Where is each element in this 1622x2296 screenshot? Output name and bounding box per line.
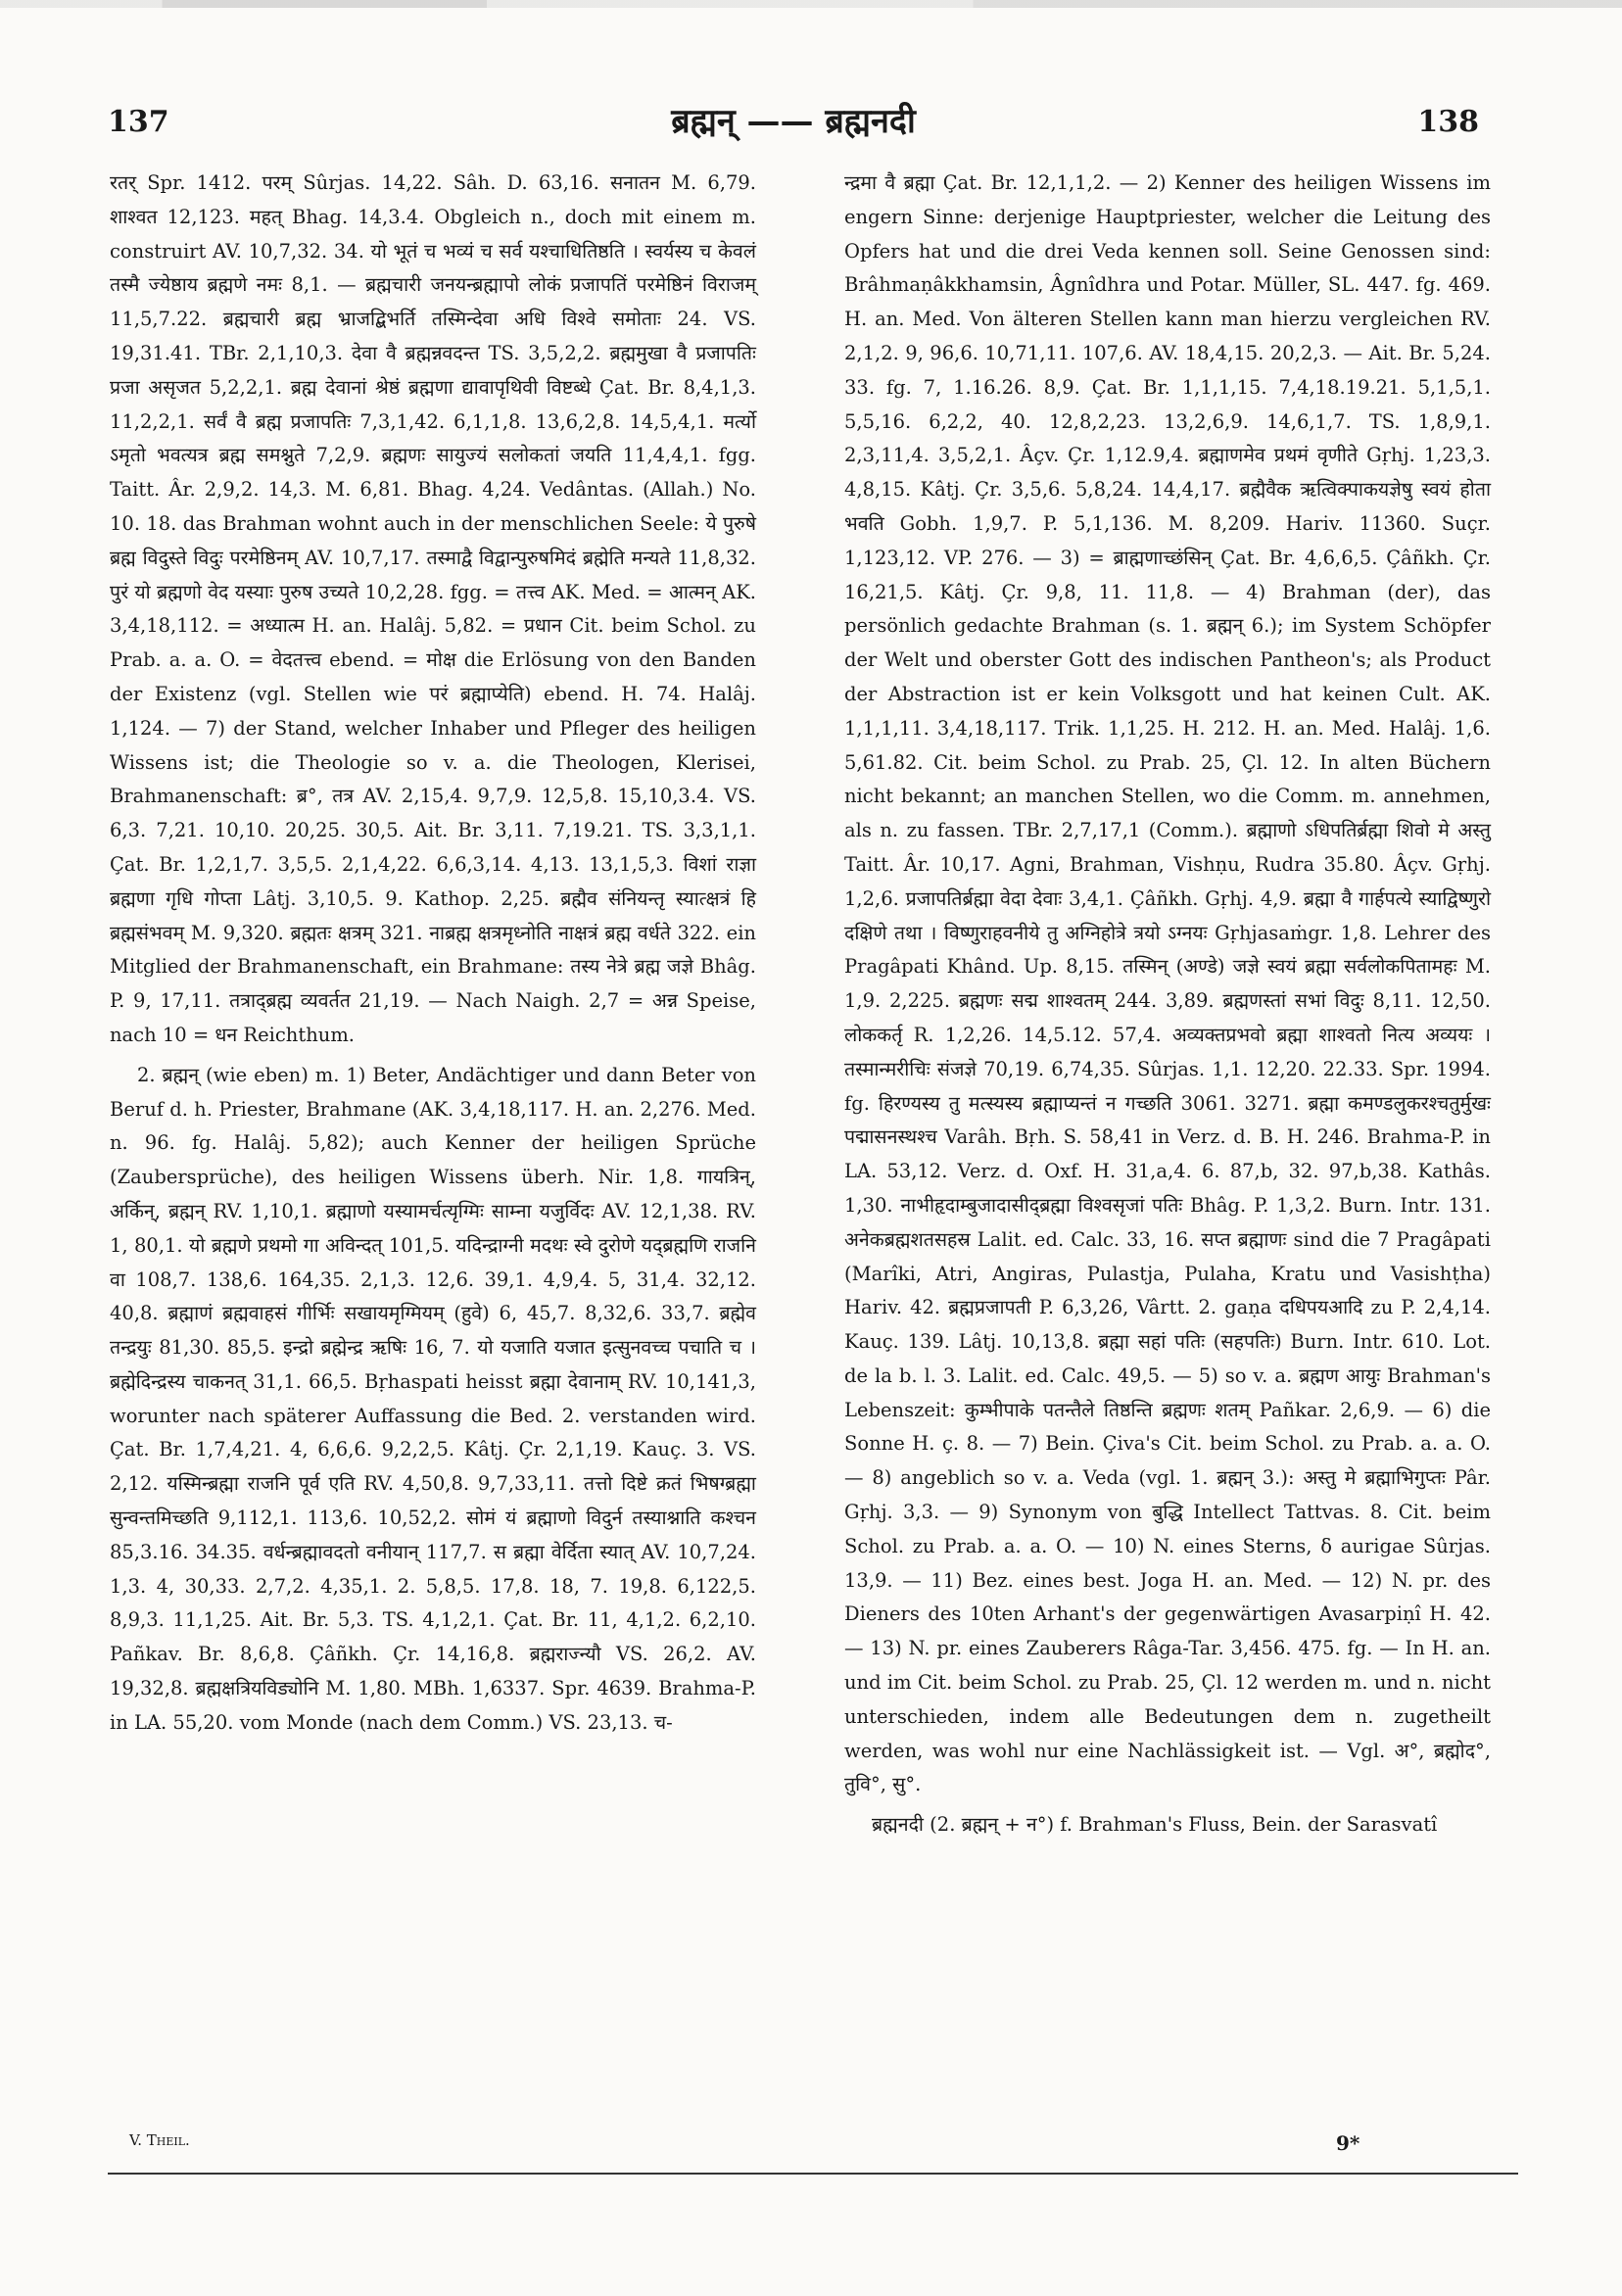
right-column: [844, 167, 1491, 1842]
entry-paragraph: ब्रह्मनदी (2. ब्रह्मन् + न°) f. Brahman's Fluss, Bein. der Sarasvatî: [872, 1813, 1438, 1837]
entry-paragraph: 2. ब्रह्मन् (wie eben) m. 1) Beter, Andächtiger und dann Beter von Beruf d. h. Priester, Brahmane (AK. 3,4,18,117. H. an. 2,276. Med. n. 96. fg. Halâj. 5,82); auch Kenner der heiligen Sprüche (Zaubersprüche), des heiligen Wissens überh. Nir. 1,8. गायत्रिन्, अर्किन्, ब्रह्मन् RV. 1,10,1. ब्रह्माणो यस्यामर्चत्यृग्मिः साम्ना यजुर्विदः AV. 12,1,38. RV. 1, 80,1. यो ब्रह्मणे प्रथमो गा अविन्दत् 101,5. यदिन्द्राग्नी मदथः स्वे दुरोणे यद्ब्रह्मणि राजनि वा 108,7. 138,6. 164,35. 2,1,3. 12,6. 39,1. 4,9,4. 5, 31,4. 32,12. 40,8. ब्रह्माणं ब्रह्मवाहसं गीर्भिः सखायमृग्मियम् (हुवे) 6, 45,7. 8,32,6. 33,7. ब्रह्मेव तन्द्रयुः 81,30. 85,5. इन्द्रो ब्रह्मेन्द्र ऋषिः 16, 7. यो यजाति यजात इत्सुनवच्च पचाति च । ब्रह्मेदिन्द्रस्य चाकनत् 31,1. 66,5. Bṛhaspati heisst ब्रह्मा देवानाम् RV. 10,141,3, worunter nach späterer Auffassung die Bed. 2. verstanden wird. Çat. Br. 1,7,4,21. 4, 6,6,6. 9,2,2,5. Kâtj. Çr. 2,1,19. Kauç. 3. VS. 2,12. यस्मिन्ब्रह्मा राजनि पूर्व एति RV. 4,50,8. 9,7,33,11. तत्तो दिष्टे क्रतं भिषग्ब्रह्मा सुन्वन्तमिच्छति 9,112,1. 113,6. 10,52,2. सोमं यं ब्रह्माणो विदुर्न तस्याश्नाति कश्चन 85,3.16. 34.35. वर्धन्ब्रह्मावदतो वनीयान् 117,7. स ब्रह्मा वेर्दिता स्यात् AV. 10,7,24. 1,3. 4, 30,33. 2,7,2. 4,35,1. 2. 5,8,5. 17,8. 18, 7. 19,8. 6,122,5. 8,9,3. 11,1,25. Ait. Br. 5,3. TS. 4,1,2,1. Çat. Br. 11, 4,1,2. 6,2,10. Pañkav. Br. 8,6,8. Çâñkh. Çr. 14,16,8. ब्रह्मराज्न्यौ VS. 26,2. AV. 19,32,8. ब्रह्मक्षत्रियविड्योनि M. 1,80. MBh. 1,6337. Spr. 4639. Brahma-P. in LA. 55,20. vom Monde (nach dem Comm.) VS. 23,13. च-: [110, 1063, 756, 1734]
signature-mark: 9*: [1336, 2131, 1360, 2155]
left-column: [110, 167, 756, 1741]
entry-paragraph: न्द्रमा वै ब्रह्मा Çat. Br. 12,1,1,2. — 2) Kenner des heiligen Wissens im engern Sinne: derjenige Hauptpriester, welcher die Leitung des Opfers hat und die drei Veda kennen soll. Seine Genossen sind: Brâhmaṇâkkhamsin, Âgnîdhra und Potar. Müller, SL. 447. fg. 469. H. an. Med. Von älteren Stellen kann man hierzu vergleichen RV. 2,1,2. 9, 96,6. 10,71,11. 107,6. AV. 18,4,15. 20,2,3. — Ait. Br. 5,24. 33. fg. 7, 1.16.26. 8,9. Çat. Br. 1,1,1,15. 7,4,18.19.21. 5,1,5,1. 5,5,16. 6,2,2, 40. 12,8,2,23. 13,2,6,9. 14,6,1,7. TS. 1,8,9,1. 2,3,11,4. 3,5,2,1. Âçv. Çr. 1,12.9,4. ब्रह्माणमेव प्रथमं वृणीते Gṛhj. 1,23,3. 4,8,15. Kâtj. Çr. 3,5,6. 5,8,24. 14,4,17. ब्रह्मैवैक ऋत्विक्पाकयज्ञेषु स्वयं होता भवति Gobh. 1,9,7. P. 5,1,136. M. 8,209. Hariv. 11360. Suçr. 1,123,12. VP. 276. — 3) = ब्राह्मणाच्छंसिन् Çat. Br. 4,6,6,5. Çâñkh. Çr. 16,21,5. Kâtj. Çr. 9,8, 11. 11,8. — 4) Brahman (der), das persönlich gedachte Brahman (s. 1. ब्रह्मन् 6.); im System Schöpfer der Welt und oberster Gott des indischen Pantheon's; als Product der Abstraction ist er kein Volksgott und hat keinen Cult. AK. 1,1,1,11. 3,4,18,117. Trik. 1,1,25. H. 212. H. an. Med. Halâj. 1,6. 5,61.82. Cit. beim Schol. zu Prab. 25, Çl. 12. In alten Büchern nicht bekannt; an manchen Stellen, wo die Comm. m. annehmen, als n. zu fassen. TBr. 2,7,17,1 (Comm.). ब्रह्माणो ऽधिपतिर्ब्रह्मा शिवो मे अस्तु Taitt. Âr. 10,17. Agni, Brahman, Vishṇu, Rudra 35.80. Âçv. Gṛhj. 1,2,6. प्रजापतिर्ब्रह्मा वेदा देवाः 3,4,1. Çâñkh. Gṛhj. 4,9. ब्रह्मा वै गार्हपत्ये स्याद्विष्णुरो दक्षिणे तथा । विष्णुराहवनीये तु अग्निहोत्रे त्रयो ऽग्नयः Gṛhjasaṁgr. 1,8. Lehrer des Pragâpati Khând. Up. 8,15. तस्मिन् (अण्डे) जज्ञे स्वयं ब्रह्मा सर्वलोकपितामहः M. 1,9. 2,225. ब्रह्मणः सद्म शाश्वतम् 244. 3,89. ब्रह्मणस्तां सभां विदुः 8,11. 12,50. लोककर्तृ R. 1,2,26. 14,5.12. 57,4. अव्यक्तप्रभवो ब्रह्मा शाश्वतो नित्य अव्ययः । तस्मान्मरीचिः संजज्ञे 70,19. 6,74,35. Sûrjas. 1,1. 12,20. 22.33. Spr. 1994. fg. हिरण्यस्य तु मत्स्यस्य ब्रह्माप्यन्तं न गच्छति 3061. 3271. ब्रह्मा कमण्डलुकरश्चतुर्मुखः पद्मासनस्थश्च Varâh. Bṛh. S. 58,41 in Verz. d. B. H. 246. Brahma-P. in LA. 53,12. Verz. d. Oxf. H. 31,a,4. 6. 87,b, 32. 97,b,38. Kathâs. 1,30. नाभीहृदाम्बुजादासीद्ब्रह्मा विश्वसृजां पतिः Bhâg. P. 1,3,2. Burn. Intr. 131. अनेकब्रह्मशतसहस्र Lalit. ed. Calc. 33, 16. सप्त ब्रह्माणः sind die 7 Pragâpati (Marîki, Atri, Angiras, Pulastja, Pulaha, Kratu und Vasishṭha) Hariv. 42. ब्रह्मप्रजापती P. 6,3,26, Vârtt. 2. gaṇa दधिपयआदि zu P. 2,4,14. Kauç. 139. Lâtj. 10,13,8. ब्रह्मा सहां पतिः (सहपतिः) Burn. Intr. 610. Lot. de la b. l. 3. Lalit. ed. Calc. 49,5. — 5) so v. a. ब्रह्मण आयुः Brahman's Lebenszeit: कुम्भीपाके पतन्तैले तिष्ठन्ति ब्रह्मणः शतम् Pañkar. 2,6,9. — 6) die Sonne H. ç. 8. — 7) Bein. Çiva's Cit. beim Schol. zu Prab. a. a. O. — 8) angeblich so v. a. Veda (vgl. 1. ब्रह्मन् 3.): अस्तु मे ब्रह्माभिगुप्तः Pâr. Gṛhj. 3,3. — 9) Synonym von बुद्धि Intellect Tattvas. 8. Cit. beim Schol. zu Prab. a. a. O. — 10) N. eines Sterns, δ aurigae Sûrjas. 13,9. — 11) Bez. eines best. Joga H. an. Med. — 12) N. pr. des Dieners des 10ten Arhant's der gegenwärtigen Avasarpiṇî H. 42. — 13) N. pr. eines Zauberers Râga-Tar. 3,456. 475. fg. — In H. an. und im Cit. beim Schol. zu Prab. 25, Çl. 12 werden m. und n. nicht unterschieden, indem alle Bedeutungen dem n. zugetheilt werden, was wohl nur eine Nachlässigkeit ist. — Vgl. अ°, ब्रह्मोद°, तुवि°, सु°.: [844, 171, 1491, 1796]
entry-paragraph: रतर् Spr. 1412. परम् Sûrjas. 14,22. Sâh. D. 63,16. सनातन M. 6,79. शाश्वत 12,123. महत् Bhag. 14,3.4. Obgleich n., doch mit einem m. construirt AV. 10,7,32. 34. यो भूतं च भव्यं च सर्व यश्चाधितिष्ठति । स्वर्यस्य च केवलं तस्मै ज्येष्ठाय ब्रह्मणे नमः 8,1. — ब्रह्मचारी जनयन्ब्रह्मापो लोकं प्रजापतिं परमेष्ठिनं विराजम् 11,5,7.22. ब्रह्मचारी ब्रह्म भ्राजद्बिभर्ति तस्मिन्देवा अधि विश्वे समोताः 24. VS. 19,31.41. TBr. 2,1,10,3. देवा वै ब्रह्मन्नवदन्त TS. 3,5,2,2. ब्रह्ममुखा वै प्रजापतिः प्रजा असृजत 5,2,2,1. ब्रह्म देवानां श्रेष्ठं ब्रह्मणा द्यावापृथिवी विष्टब्धे Çat. Br. 8,4,1,3. 11,2,2,1. सर्वं वै ब्रह्म प्रजापतिः 7,3,1,42. 6,1,1,8. 13,6,2,8. 14,5,4,1. मर्त्यो ऽमृतो भवत्यत्र ब्रह्म समश्नुते 7,2,9. ब्रह्मणः सायुज्यं सलोकतां जयति 11,4,4,1. fgg. Taitt. Âr. 2,9,2. 14,3. M. 6,81. Bhag. 4,24. Vedântas. (Allah.) No. 10. 18. das Brahman wohnt auch in der menschlichen Seele: ये पुरुषे ब्रह्म विदुस्ते विदुः परमेष्ठिनम् AV. 10,7,17. तस्माद्वै विद्वान्पुरुषमिदं ब्रह्मेति मन्यते 11,8,32. पुरं यो ब्रह्मणो वेद यस्याः पुरुष उच्यते 10,2,28. fgg. = तत्त्व AK. Med. = आत्मन् AK. 3,4,18,112. = अध्यात्म H. an. Halâj. 5,82. = प्रधान Cit. beim Schol. zu Prab. a. a. O. = वेदतत्त्व ebend. = मोक्ष die Erlösung von den Banden der Existenz (vgl. Stellen wie परं ब्रह्माप्येति) ebend. H. 74. Halâj. 1,124. — 7) der Stand, welcher Inhaber und Pfleger des heiligen Wissens ist; die Theologie so v. a. die Theologen, Klerisei, Brahmanenschaft: ब्र°, तत्र AV. 2,15,4. 9,7,9. 12,5,8. 15,10,3.4. VS. 6,3. 7,21. 10,10. 20,25. 30,5. Ait. Br. 3,11. 7,19.21. TS. 3,3,1,1. Çat. Br. 1,2,1,7. 3,5,5. 2,1,4,22. 6,6,3,14. 4,13. 13,1,5,3. विशां राज्ञा ब्रह्मणा गृधि गोप्ता Lâtj. 3,10,5. 9. Kathop. 2,25. ब्रह्मैव संनियन्तृ स्यात्क्षत्रं हि ब्रह्मसंभवम् M. 9,320. ब्रह्मतः क्षत्रम् 321. नाब्रह्म क्षत्रमृध्नोति नाक्षत्रं ब्रह्म वर्धते 322. ein Mitglied der Brahmanenschaft, ein Brahmane: तस्य नेत्रे ब्रह्म जज्ञे Bhâg. P. 9, 17,11. तत्राद्ब्रह्म व्यवर्तत 21,19. — Nach Naigh. 2,7 = अन्न Speise, nach 10 = धन Reichthum.: [110, 171, 756, 1046]
left-page-number: 137: [108, 105, 169, 139]
scan-edge: [0, 0, 1622, 8]
page-header: [108, 93, 1479, 152]
volume-note: V. Theil.: [129, 2131, 190, 2149]
running-title: ब्रह्मन् —— ब्रह्मनदी: [671, 102, 916, 141]
bottom-rule: [108, 2173, 1518, 2175]
right-page-number: 138: [1417, 105, 1479, 139]
